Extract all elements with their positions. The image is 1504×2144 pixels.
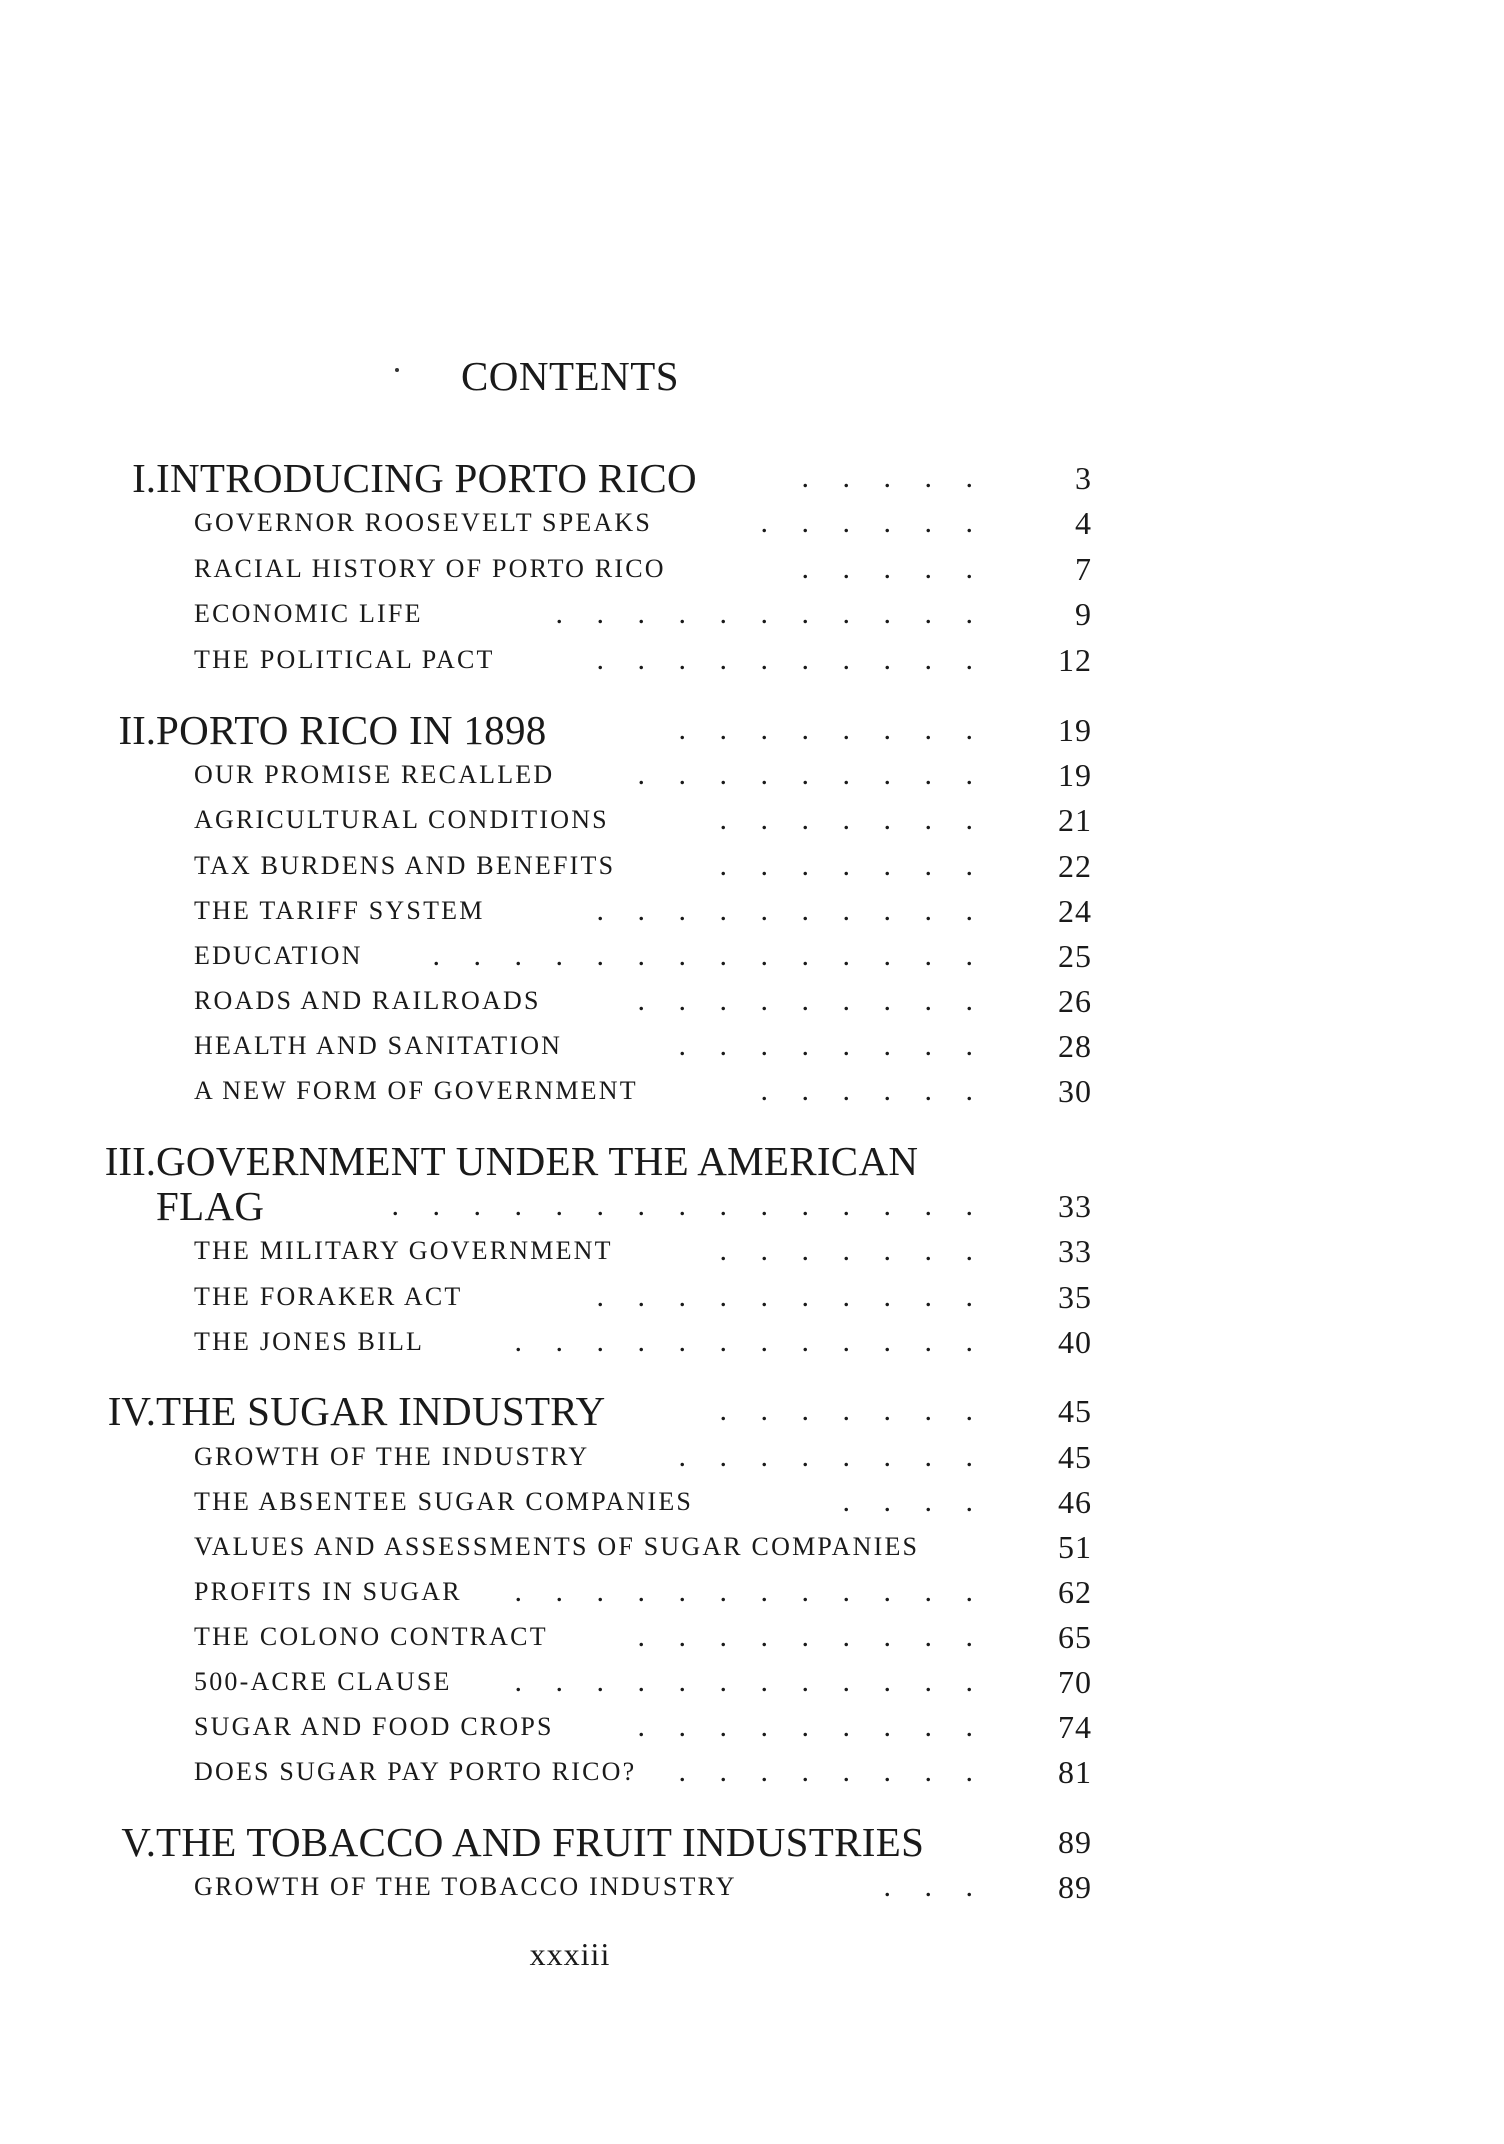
page-number: 3 [1075,460,1092,496]
page-number: 45 [1058,1439,1092,1475]
leader-dots: . . . . . . . . [678,1755,986,1788]
leader-dots: . . . . . . . . . . . . [514,1665,986,1698]
chapter-title: THE SUGAR INDUSTRY [156,1388,606,1434]
toc-subentry [0,1479,1504,1525]
toc-subentry [0,978,1504,1024]
leader-dots: . . . . . [801,461,986,494]
subentry-title: AGRICULTURAL CONDITIONS [194,805,609,834]
chapter-title: PORTO RICO IN 1898 [156,707,547,753]
toc-subentry [0,1228,1504,1274]
subentry-title: TAX BURDENS AND BENEFITS [194,851,616,880]
subentry-title: THE POLITICAL PACT [194,645,495,674]
page-number: 25 [1058,938,1092,974]
page-number: 28 [1058,1028,1092,1064]
page-number: 19 [1058,757,1092,793]
subentry-title: EDUCATION [194,941,363,970]
page-number: 45 [1058,1393,1092,1429]
toc-subentry [0,637,1504,683]
subentry-title: THE ABSENTEE SUGAR COMPANIES [194,1487,694,1516]
page-number: 30 [1058,1073,1092,1109]
chapter-title: GOVERNMENT UNDER THE AMERICAN [156,1138,919,1184]
page-number: 35 [1058,1279,1092,1315]
page-number: 89 [1058,1824,1092,1860]
toc-subentry [0,1864,1504,1910]
leader-dots: . . . . . . . . [678,1440,986,1473]
toc-subentry [0,500,1504,546]
page-number: 4 [1075,505,1092,541]
toc-subentry [0,1068,1504,1114]
leader-dots: . . . . . . . [719,1234,986,1267]
subentry-title: HEALTH AND SANITATION [194,1031,563,1060]
leader-dots: . . . . . . . . [678,1029,986,1062]
page-number: 7 [1075,551,1092,587]
toc-subentry [0,1524,1504,1570]
subentry-title: RACIAL HISTORY OF PORTO RICO [194,554,666,583]
subentry-title: THE FORAKER ACT [194,1282,463,1311]
page-number: 70 [1058,1664,1092,1700]
leader-dots: . . . . . [801,552,986,585]
page-number: 12 [1058,642,1092,678]
leader-dots: . . . . . . . . . . . . . . [432,939,986,972]
leader-dots: . . . . . . . . . [637,1620,986,1653]
chapter-number: II. [118,707,156,753]
leader-dots: . . . . . . . . . . [596,643,986,676]
toc-subentry [0,1749,1504,1795]
page-number: 74 [1058,1709,1092,1745]
leader-dots: . . . . . . . . . . [596,894,986,927]
leader-dots: . . . . . . [760,1074,986,1107]
page-number: 33 [1058,1233,1092,1269]
chapter-title: INTRODUCING PORTO RICO [156,455,697,501]
subentry-title: A NEW FORM OF GOVERNMENT [194,1076,638,1105]
page-title: CONTENTS [460,353,680,399]
leader-dots: . . . . . . . [719,1394,986,1427]
page-number: 33 [1058,1188,1092,1224]
page-number: 62 [1058,1574,1092,1610]
toc-chapter [0,1138,1504,1184]
subentry-title: 500-ACRE CLAUSE [194,1667,452,1696]
toc-subentry [0,797,1504,843]
page-folio: xxxiii [529,1936,611,1972]
toc-subentry [0,1274,1504,1320]
page-number: 46 [1058,1484,1092,1520]
subentry-title: GROWTH OF THE INDUSTRY [194,1442,590,1471]
chapter-title: THE TOBACCO AND FRUIT INDUSTRIES [156,1819,925,1865]
leader-dots: . . . . . . . [719,803,986,836]
chapter-title: FLAG [156,1183,265,1229]
page-number: 89 [1058,1869,1092,1905]
toc-subentry [0,591,1504,637]
toc-subentry [0,546,1504,592]
toc-chapter [0,455,1504,501]
chapter-number: I. [132,455,156,501]
page-number: 22 [1058,848,1092,884]
toc-subentry [0,752,1504,798]
leader-dots: . . . . . . . . . [637,1710,986,1743]
toc-subentry [0,933,1504,979]
leader-dots: . . . . . . . . . . . [555,597,986,630]
leader-dots: . . . . [842,1485,986,1518]
toc-subentry [0,1614,1504,1660]
toc-chapter [0,707,1504,753]
chapter-number: IV. [107,1388,156,1434]
subentry-title: VALUES AND ASSESSMENTS OF SUGAR COMPANIES [194,1532,920,1561]
toc-chapter [0,1819,1504,1865]
leader-dots: . . . . . . [760,506,986,539]
leader-dots: . . . . . . . . . [637,758,986,791]
subentry-title: THE TARIFF SYSTEM [194,896,485,925]
leader-dots: . . . [883,1870,986,1903]
leader-dots: . . . . . . . [719,849,986,882]
chapter-number: V. [121,1819,156,1865]
subentry-title: DOES SUGAR PAY PORTO RICO? [194,1757,637,1786]
page-number: 81 [1058,1754,1092,1790]
subentry-title: GOVERNOR ROOSEVELT SPEAKS [194,508,653,537]
page-number: 19 [1058,712,1092,748]
page-number: 9 [1075,596,1092,632]
page-number: 65 [1058,1619,1092,1655]
page-number: 26 [1058,983,1092,1019]
toc-chapter [0,1388,1504,1434]
toc-subentry [0,1704,1504,1750]
page-number: 24 [1058,893,1092,929]
toc-subentry [0,1023,1504,1069]
toc-subentry [0,888,1504,934]
leader-dots: . . . . . . . . . [637,984,986,1017]
subentry-title: THE JONES BILL [194,1327,425,1356]
subentry-title: GROWTH OF THE TOBACCO INDUSTRY [194,1872,737,1901]
toc-chapter [0,1183,1504,1229]
toc-subentry [0,1434,1504,1480]
leader-dots: . . . . . . . . . . [596,1280,986,1313]
toc-subentry [0,1569,1504,1615]
leader-dots: . . . . . . . . . . . . [514,1575,986,1608]
subentry-title: THE MILITARY GOVERNMENT [194,1236,613,1265]
subentry-title: SUGAR AND FOOD CROPS [194,1712,554,1741]
toc-subentry [0,1319,1504,1365]
subentry-title: PROFITS IN SUGAR [194,1577,462,1606]
toc-subentry [0,843,1504,889]
page-number: 21 [1058,802,1092,838]
page-number: 51 [1058,1529,1092,1565]
leader-dots: . . . . . . . . [678,713,986,746]
page-number: 40 [1058,1324,1092,1360]
subentry-title: ROADS AND RAILROADS [194,986,541,1015]
leader-dots: . . . . . . . . . . . . . . . [391,1189,986,1222]
chapter-number: III. [104,1138,156,1184]
subentry-title: THE COLONO CONTRACT [194,1622,548,1651]
toc-subentry [0,1659,1504,1705]
leader-dots: . . . . . . . . . . . . [514,1325,986,1358]
subentry-title: ECONOMIC LIFE [194,599,423,628]
subentry-title: OUR PROMISE RECALLED [194,760,555,789]
